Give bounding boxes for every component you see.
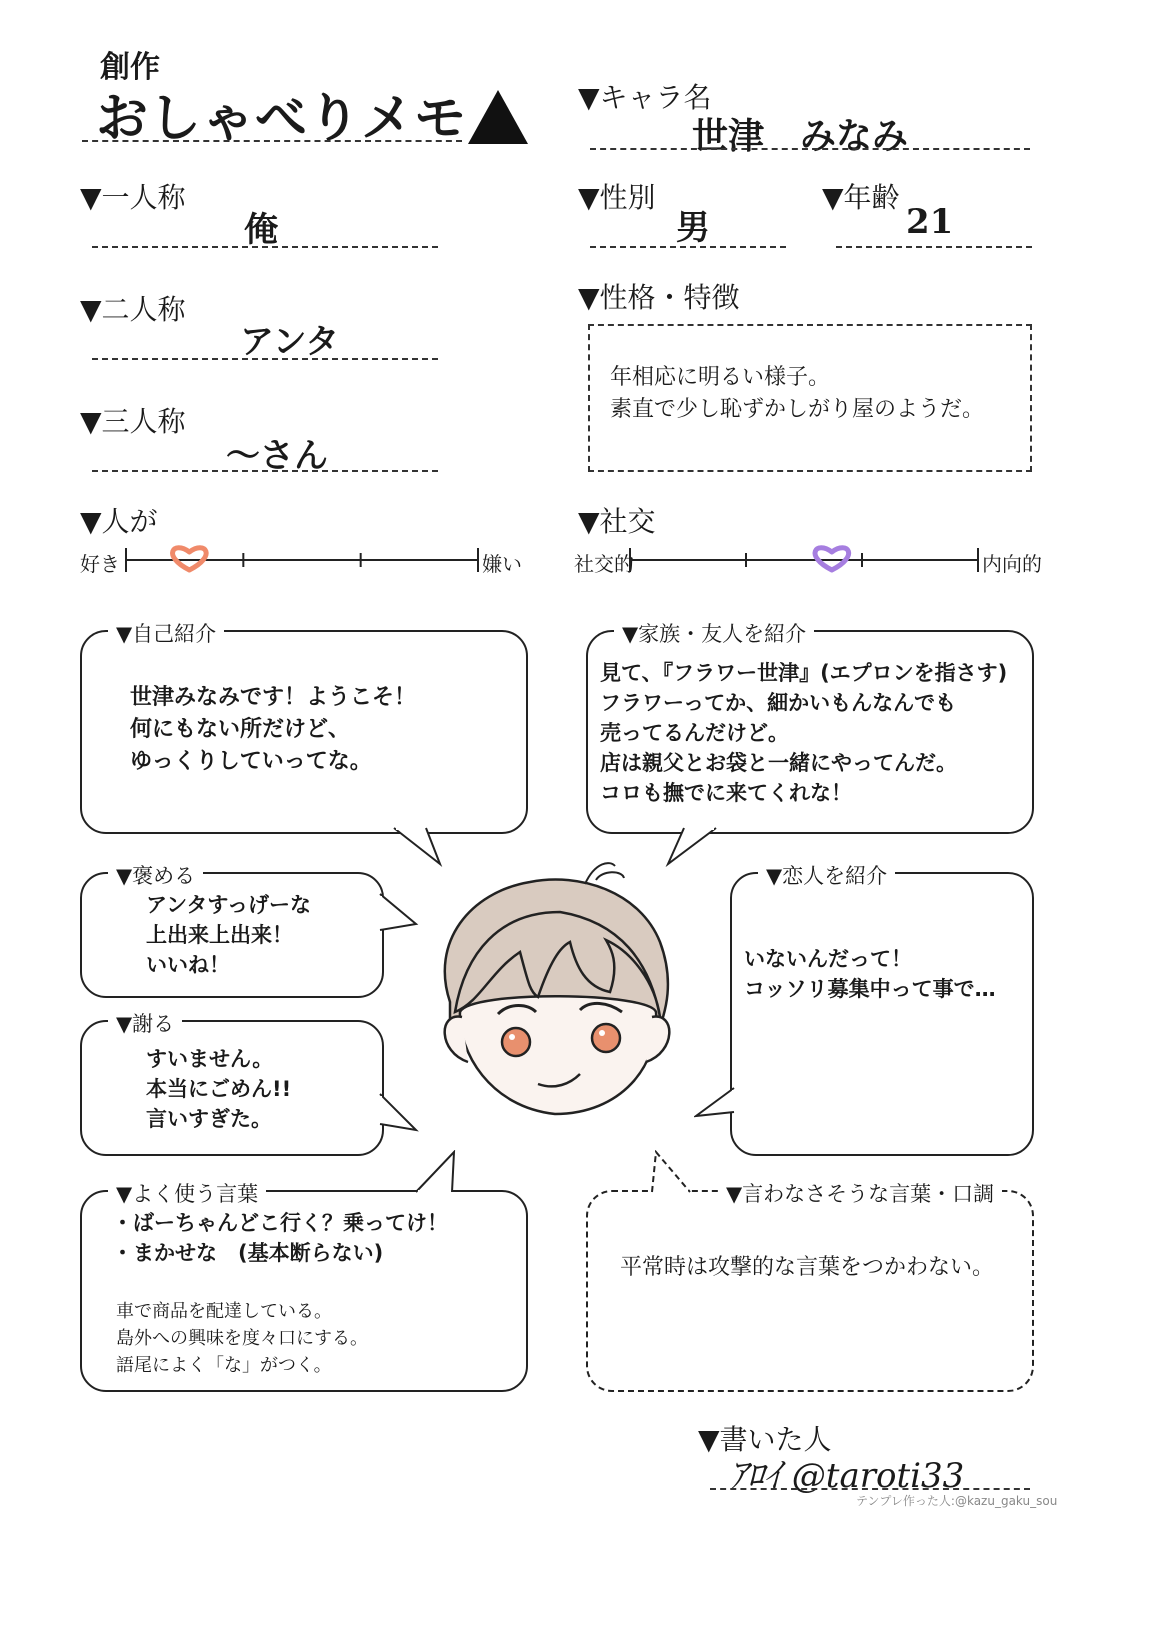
praise-text: アンタすっげーな 上出来上出来！ いいね！: [146, 893, 312, 977]
self-intro-title: ▼自己紹介: [108, 618, 224, 648]
second-person-label: ▼二人称: [80, 293, 186, 326]
character-face-illustration: [410, 852, 700, 1132]
header-main-title: おしゃべりメモ: [96, 89, 468, 149]
triangle-icon: [466, 88, 530, 146]
author-label: ▼書いた人: [698, 1423, 832, 1456]
first-person-label: ▼一人称: [80, 181, 186, 214]
header-underline: [82, 140, 462, 142]
family-text: 見て、『フラワー世津』(エプロンを指さす) フラワーってか、細かいもんなんでも 売ってるんだけど。 店は親父とお袋と一緒にやってんだ。 コロも撫でに来てくれな！: [600, 661, 1008, 805]
unlikely-words-tail: [640, 1150, 700, 1194]
third-person-value: 〜さん: [226, 436, 328, 476]
common-words-tail: [412, 1150, 462, 1194]
third-person-underline: [92, 470, 438, 472]
heart-icon: [173, 548, 207, 570]
second-person-value: アンタ: [240, 322, 340, 362]
apology-text: すいません。 本当にごめん!! 言いすぎた。: [146, 1047, 292, 1131]
first-person-underline: [92, 246, 438, 248]
header-small-title: 創作: [100, 50, 160, 85]
unlikely-words-bubble: [586, 1190, 1034, 1392]
family-title: ▼家族・友人を紹介: [614, 618, 814, 648]
personality-text: 年相応に明るい様子。 素直で少し恥ずかしがり屋のようだ。: [610, 365, 985, 422]
social-scale-label: ▼社交: [578, 505, 656, 538]
heart-icon: [815, 548, 849, 570]
unlikely-words-title: ▼言わなさそうな言葉・口調: [718, 1178, 1002, 1208]
praise-title: ▼褒める: [108, 860, 203, 890]
personality-label: ▼性格・特徴: [578, 281, 740, 314]
name-value: 世津 みなみ: [692, 116, 909, 157]
common-words-note: 車で商品を配達している。 島外への興味を度々口にする。 語尾によく「な」がつく。: [116, 1301, 368, 1376]
common-words-title: ▼よく使う言葉: [108, 1178, 266, 1208]
author-underline: [710, 1488, 1030, 1490]
social-scale-right: 内向的: [982, 552, 1042, 576]
self-intro-text: 世津みなみです！ようこそ！ 何にもない所だけど、 ゆっくりしていってな。: [130, 685, 417, 774]
people-scale-bar: [124, 540, 480, 580]
age-label: ▼年齢: [822, 181, 900, 214]
social-scale-bar: [628, 540, 980, 580]
gender-label: ▼性別: [578, 181, 656, 214]
third-person-label: ▼三人称: [80, 405, 186, 438]
people-scale-left: 好き: [80, 552, 120, 576]
first-person-value: 俺: [244, 210, 278, 250]
apology-title: ▼謝る: [108, 1008, 182, 1038]
lover-bubble: [730, 872, 1034, 1156]
unlikely-words-text: 平常時は攻撃的な言葉をつかわない。: [620, 1255, 995, 1280]
gender-value: 男: [676, 208, 710, 248]
age-underline: [836, 246, 1032, 248]
lover-title: ▼恋人を紹介: [758, 860, 895, 890]
social-scale-left: 社交的: [574, 552, 634, 576]
name-underline: [590, 148, 1030, 150]
common-words-text: ・ばーちゃんどこ行く？乗ってけ！ ・まかせな (基本断らない): [112, 1211, 448, 1265]
age-value: 21: [906, 202, 954, 242]
author-signature: ｱﾛｲ @taroti33: [730, 1456, 965, 1496]
second-person-underline: [92, 358, 438, 360]
people-scale-label: ▼人が: [80, 505, 158, 538]
people-scale-right: 嫌い: [482, 552, 522, 576]
gender-underline: [590, 246, 786, 248]
template-credit: テンプレ作った人:@kazu_gaku_sou: [856, 1494, 1058, 1508]
lover-text: いないんだって！ コッソリ募集中って事で…: [744, 947, 996, 1001]
name-label: ▼キャラ名: [578, 81, 712, 114]
lover-tail: [694, 1086, 736, 1126]
